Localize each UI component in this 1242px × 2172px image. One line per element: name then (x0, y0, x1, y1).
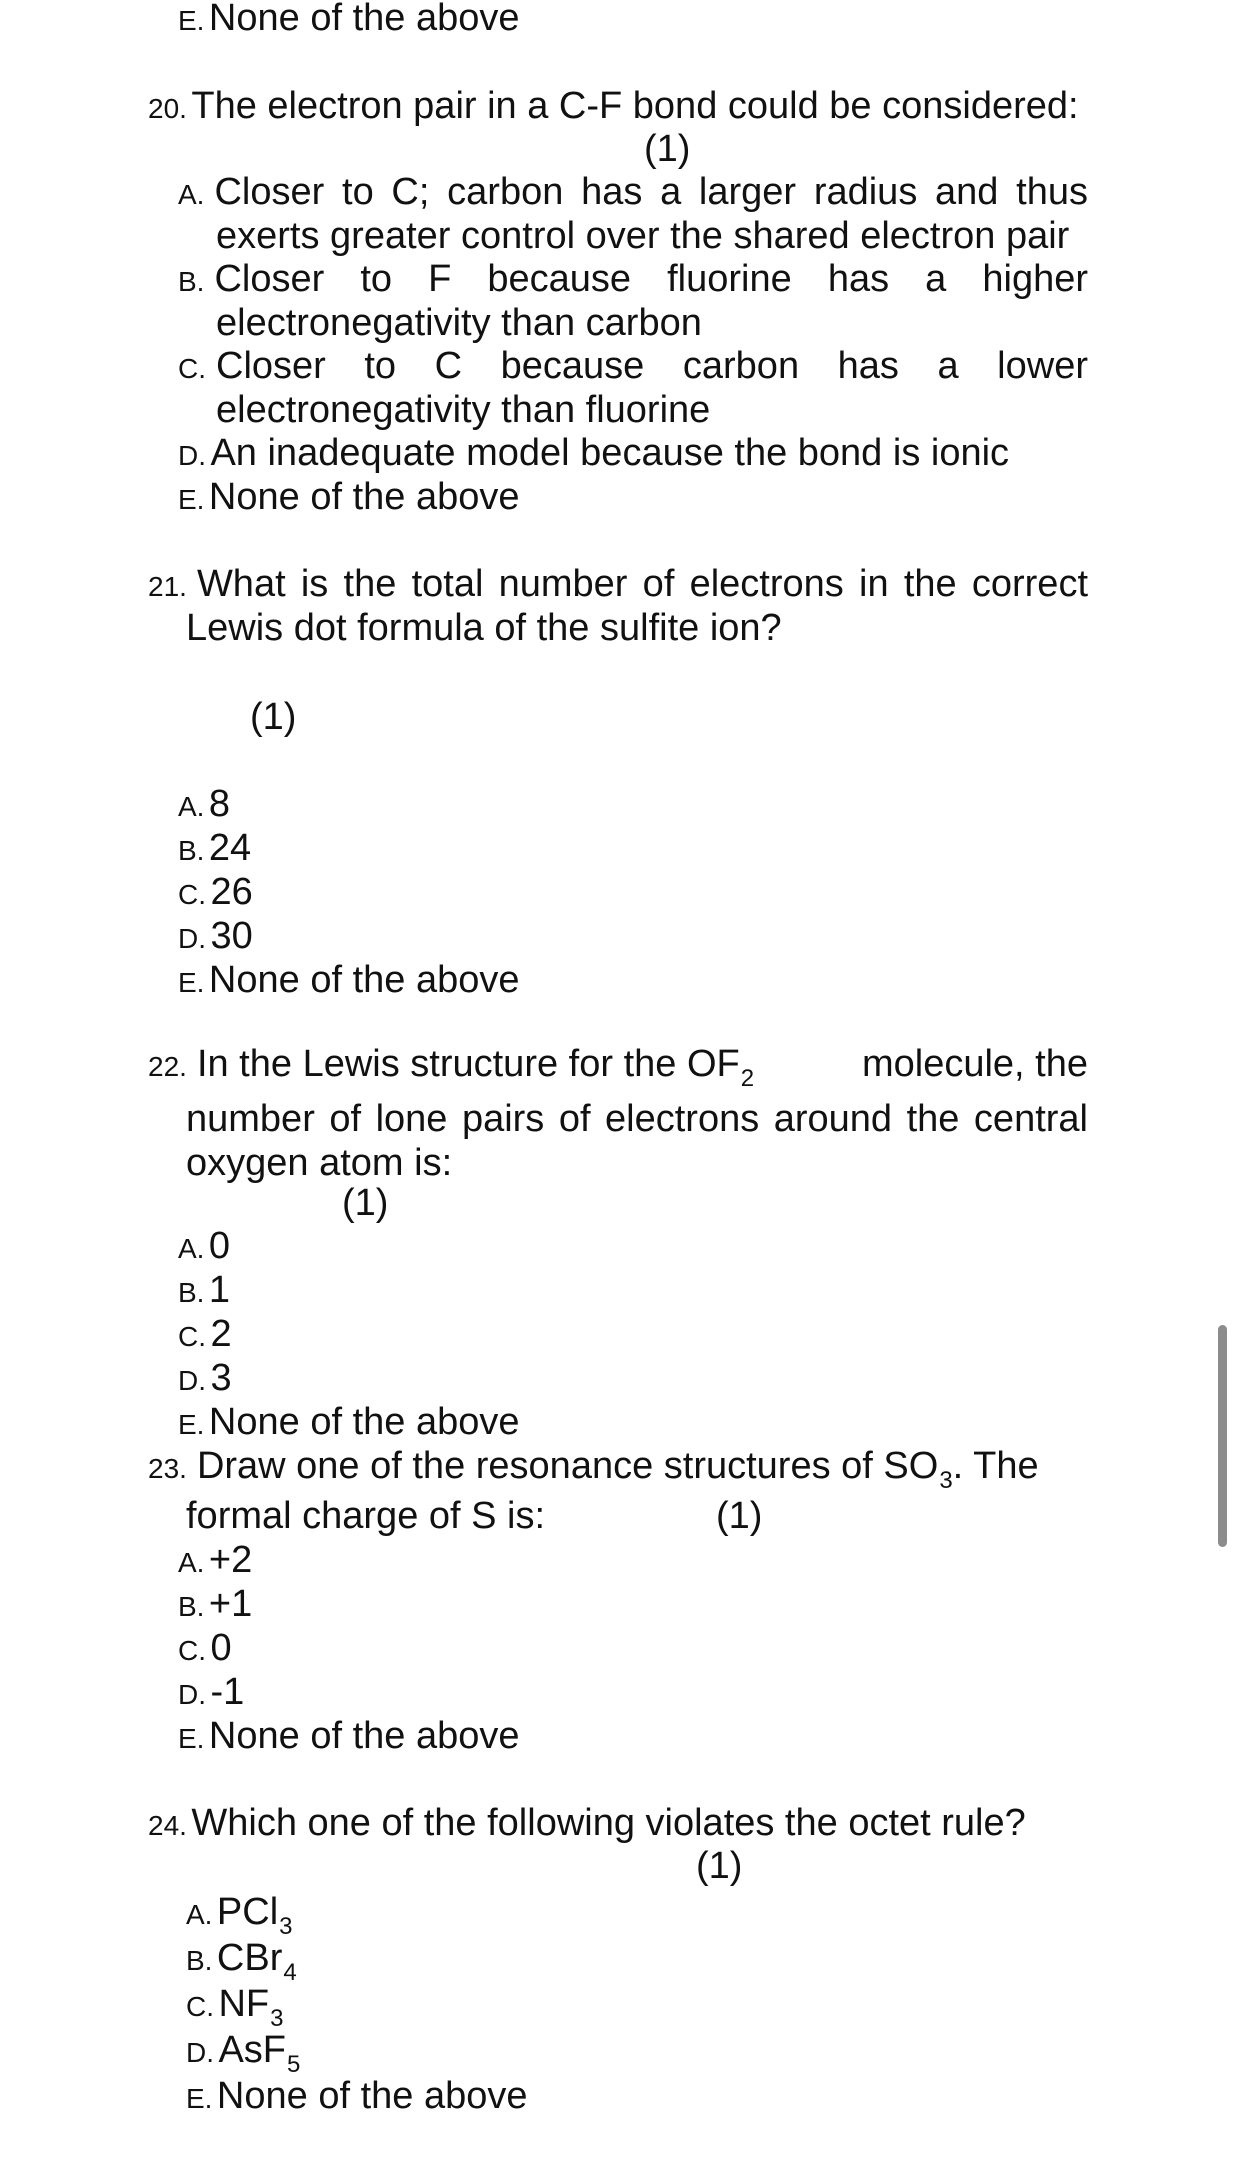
option-label: E. (178, 484, 205, 515)
option-text: Closer to C; carbon has a larger radius and thus (214, 171, 1088, 213)
question-text: What is the total number of electrons in the correct (196, 563, 1088, 605)
option-text-cont: electronegativity than fluorine (216, 389, 711, 431)
option-text: 1 (208, 1269, 231, 1311)
option-text-cont: exerts greater control over the shared electron pair (216, 215, 1070, 257)
q22-question (148, 1042, 1088, 1185)
option-label: A. (178, 791, 205, 822)
question-text-cont: formal charge of S is: (186, 1495, 546, 1537)
option-label: D. (178, 923, 206, 954)
option-text: -1 (210, 1671, 245, 1713)
option-label: E. (178, 967, 205, 998)
q24-option-a[interactable] (186, 1890, 293, 1940)
option-label: B. (178, 1591, 205, 1622)
option-label: A. (178, 1233, 205, 1264)
question-text-cont: number of lone pairs of electrons around the central (186, 1098, 1088, 1140)
subscript: 3 (939, 1467, 953, 1494)
q21-option-e[interactable] (178, 958, 520, 1002)
subscript: 5 (287, 2051, 301, 2078)
question-number: 22. (148, 1051, 187, 1082)
option-label: A. (186, 1899, 213, 1930)
option-text: 24 (208, 827, 252, 869)
points-label: (1) (342, 1182, 389, 1224)
option-text: None of the above (208, 0, 520, 39)
scrollbar-thumb[interactable] (1218, 1325, 1227, 1547)
option-text: +1 (208, 1583, 253, 1625)
q21-option-d[interactable] (178, 914, 253, 958)
option-text: 0 (208, 1225, 231, 1267)
q23-option-d[interactable] (178, 1670, 244, 1714)
q20-option-e[interactable] (178, 475, 520, 519)
q22-option-c[interactable] (178, 1312, 232, 1356)
q20-question (148, 84, 1079, 128)
points-label: (1) (696, 1845, 743, 1887)
q20-option-d[interactable] (178, 431, 1009, 475)
question-text: The electron pair in a C-F bond could be considered: (191, 85, 1079, 127)
points-label: (1) (644, 128, 691, 170)
question-number: 24. (148, 1810, 187, 1841)
q24-option-b[interactable] (186, 1936, 297, 1986)
option-formula: PCl (216, 1891, 279, 1933)
option-label: E. (186, 2083, 213, 2114)
option-formula: CBr (216, 1937, 283, 1979)
option-label: C. (178, 879, 206, 910)
question-text-cont: oxygen atom is: (186, 1142, 453, 1184)
q24-question (148, 1801, 1026, 1845)
option-label: E. (178, 5, 205, 36)
option-text: None of the above (208, 959, 520, 1001)
option-text: +2 (208, 1539, 253, 1581)
q22-option-b[interactable] (178, 1268, 230, 1312)
q24-option-d[interactable] (186, 2028, 301, 2078)
option-label: C. (178, 353, 206, 384)
question-text: Which one of the following violates the octet rule? (191, 1802, 1026, 1844)
q23-option-c[interactable] (178, 1626, 232, 1670)
option-label: D. (178, 1679, 206, 1710)
question-number: 20. (148, 93, 187, 124)
q24-option-c[interactable] (186, 1982, 284, 2032)
subscript: 4 (283, 1959, 297, 1986)
option-text: None of the above (216, 2075, 528, 2117)
option-label: B. (178, 266, 205, 297)
q22-option-e[interactable] (178, 1400, 520, 1444)
question-number: 23. (148, 1453, 187, 1484)
subscript: 3 (270, 2005, 284, 2032)
option-text: 30 (210, 915, 253, 957)
option-label: A. (178, 1547, 205, 1578)
q20-option-a[interactable] (178, 170, 1088, 258)
option-label: C. (178, 1635, 206, 1666)
option-text: None of the above (208, 1715, 520, 1757)
option-text: 3 (210, 1357, 232, 1399)
option-label: A. (178, 179, 205, 210)
option-label: B. (186, 1945, 213, 1976)
q20-option-c[interactable] (178, 344, 1088, 432)
q24-option-e[interactable] (186, 2074, 528, 2118)
option-formula: NF (218, 1983, 270, 2025)
option-text: 26 (210, 871, 253, 913)
option-label: E. (178, 1723, 205, 1754)
option-text: 2 (210, 1313, 232, 1355)
question-text-post: . The (952, 1445, 1039, 1487)
option-label: B. (178, 835, 205, 866)
option-text: None of the above (208, 476, 520, 518)
option-label: C. (178, 1321, 206, 1352)
q21-option-a[interactable] (178, 782, 230, 826)
question-text-post: molecule, the (861, 1043, 1088, 1085)
option-text: 8 (208, 783, 231, 825)
question-text-cont: Lewis dot formula of the sulfite ion? (186, 607, 782, 649)
question-text: In the Lewis structure for the OF (196, 1043, 740, 1085)
q23-option-a[interactable] (178, 1538, 252, 1582)
q22-option-d[interactable] (178, 1356, 232, 1400)
points-label: (1) (250, 696, 297, 738)
question-text: Draw one of the resonance structures of SO (196, 1445, 939, 1487)
subscript: 3 (279, 1913, 293, 1940)
option-text: Closer to C because carbon has a lower (216, 345, 1088, 387)
q21-question (148, 562, 1088, 650)
option-text: An inadequate model because the bond is ionic (210, 432, 1010, 474)
option-label: C. (186, 1991, 214, 2022)
option-label: D. (186, 2037, 214, 2068)
option-text: Closer to F because fluorine has a higher (214, 258, 1088, 300)
option-formula: AsF (218, 2029, 287, 2071)
q23-question (148, 1444, 1088, 1493)
question-first-line (197, 1444, 1088, 1493)
q22-option-a[interactable] (178, 1224, 230, 1268)
q23-option-b[interactable] (178, 1582, 252, 1626)
option-text: 0 (210, 1627, 232, 1669)
q23-option-e[interactable] (178, 1714, 520, 1758)
option-label: B. (178, 1277, 205, 1308)
q21-option-b[interactable] (178, 826, 251, 870)
question-first-line (197, 1042, 1088, 1091)
points-label: (1) (716, 1495, 763, 1537)
option-label: D. (178, 440, 206, 471)
q20-option-b[interactable] (178, 257, 1088, 345)
question-number: 21. (148, 571, 187, 602)
option-text-cont: electronegativity than carbon (216, 302, 702, 344)
option-text: None of the above (208, 1401, 520, 1443)
option-label: E. (178, 1409, 205, 1440)
q21-option-c[interactable] (178, 870, 253, 914)
q19-option-e[interactable] (178, 0, 520, 40)
option-label: D. (178, 1365, 206, 1396)
subscript: 2 (740, 1065, 755, 1092)
